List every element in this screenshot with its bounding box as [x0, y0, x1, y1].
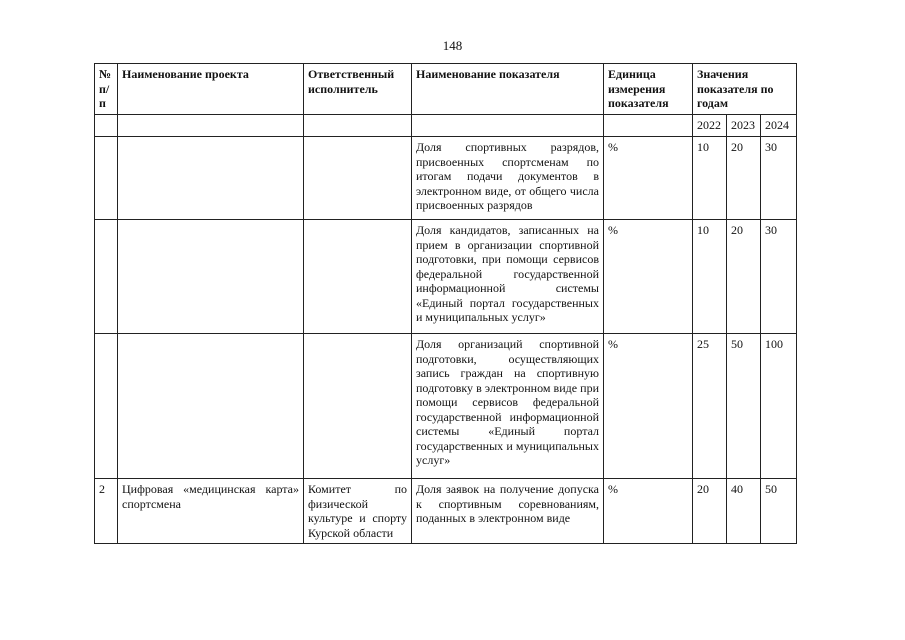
row-unit: %	[604, 220, 693, 334]
row-value-2022: 20	[693, 479, 727, 544]
row-responsible	[304, 137, 412, 220]
row-value-2024: 30	[761, 137, 797, 220]
page-number: 148	[442, 38, 463, 53]
year-2023: 2023	[727, 115, 761, 137]
header-indicator: Наименование показателя	[412, 64, 604, 115]
row-responsible	[304, 334, 412, 479]
row-value-2022: 25	[693, 334, 727, 479]
row-indicator: Доля спортивных разрядов, присвоенных спортсменам по итогам подачи документов в электронном виде, от общего числа присвоенных разрядов	[412, 137, 604, 220]
header-project: Наименование проекта	[118, 64, 304, 115]
indicators-table	[94, 63, 797, 544]
empty-cell	[412, 115, 604, 137]
table-row	[95, 220, 797, 334]
year-2024: 2024	[761, 115, 797, 137]
row-value-2024: 100	[761, 334, 797, 479]
empty-cell	[304, 115, 412, 137]
row-num	[95, 220, 118, 334]
header-responsible: Ответственный исполнитель	[304, 64, 412, 115]
empty-cell	[118, 115, 304, 137]
row-value-2023: 40	[727, 479, 761, 544]
row-value-2024: 30	[761, 220, 797, 334]
table-row	[95, 479, 797, 544]
row-num	[95, 334, 118, 479]
header-row	[95, 64, 797, 115]
header-num: № п/п	[95, 64, 118, 115]
row-value-2024: 50	[761, 479, 797, 544]
row-value-2022: 10	[693, 220, 727, 334]
row-value-2023: 50	[727, 334, 761, 479]
row-num: 2	[95, 479, 118, 544]
header-unit: Единица измерения показателя	[604, 64, 693, 115]
row-project	[118, 137, 304, 220]
row-responsible: Комитет по физической культуре и спорту Курской области	[304, 479, 412, 544]
row-value-2023: 20	[727, 220, 761, 334]
table-row	[95, 334, 797, 479]
row-value-2022: 10	[693, 137, 727, 220]
row-num	[95, 137, 118, 220]
row-responsible	[304, 220, 412, 334]
table-row	[95, 137, 797, 220]
years-row	[95, 115, 797, 137]
empty-cell	[95, 115, 118, 137]
year-2022: 2022	[693, 115, 727, 137]
row-project	[118, 334, 304, 479]
row-value-2023: 20	[727, 137, 761, 220]
row-indicator: Доля организаций спортивной подготовки, осуществляющих запись граждан на спортивную подготовку в электронном виде при помощи сервисов федеральной государственной информационной системы «Единый портал государственных и муниципальных услуг»	[412, 334, 604, 479]
header-values: Значения показателя по годам	[693, 64, 797, 115]
row-unit: %	[604, 334, 693, 479]
row-project: Цифровая «медицинская карта» спортсмена	[118, 479, 304, 544]
row-project	[118, 220, 304, 334]
row-indicator: Доля заявок на получение допуска к спортивным соревнованиям, поданных в электронном виде	[412, 479, 604, 544]
row-indicator: Доля кандидатов, записанных на прием в организации спортивной подготовки, при помощи сервисов федеральной государственной информационной системы «Единый портал государственных и муниципальных услуг»	[412, 220, 604, 334]
row-unit: %	[604, 137, 693, 220]
row-unit: %	[604, 479, 693, 544]
empty-cell	[604, 115, 693, 137]
